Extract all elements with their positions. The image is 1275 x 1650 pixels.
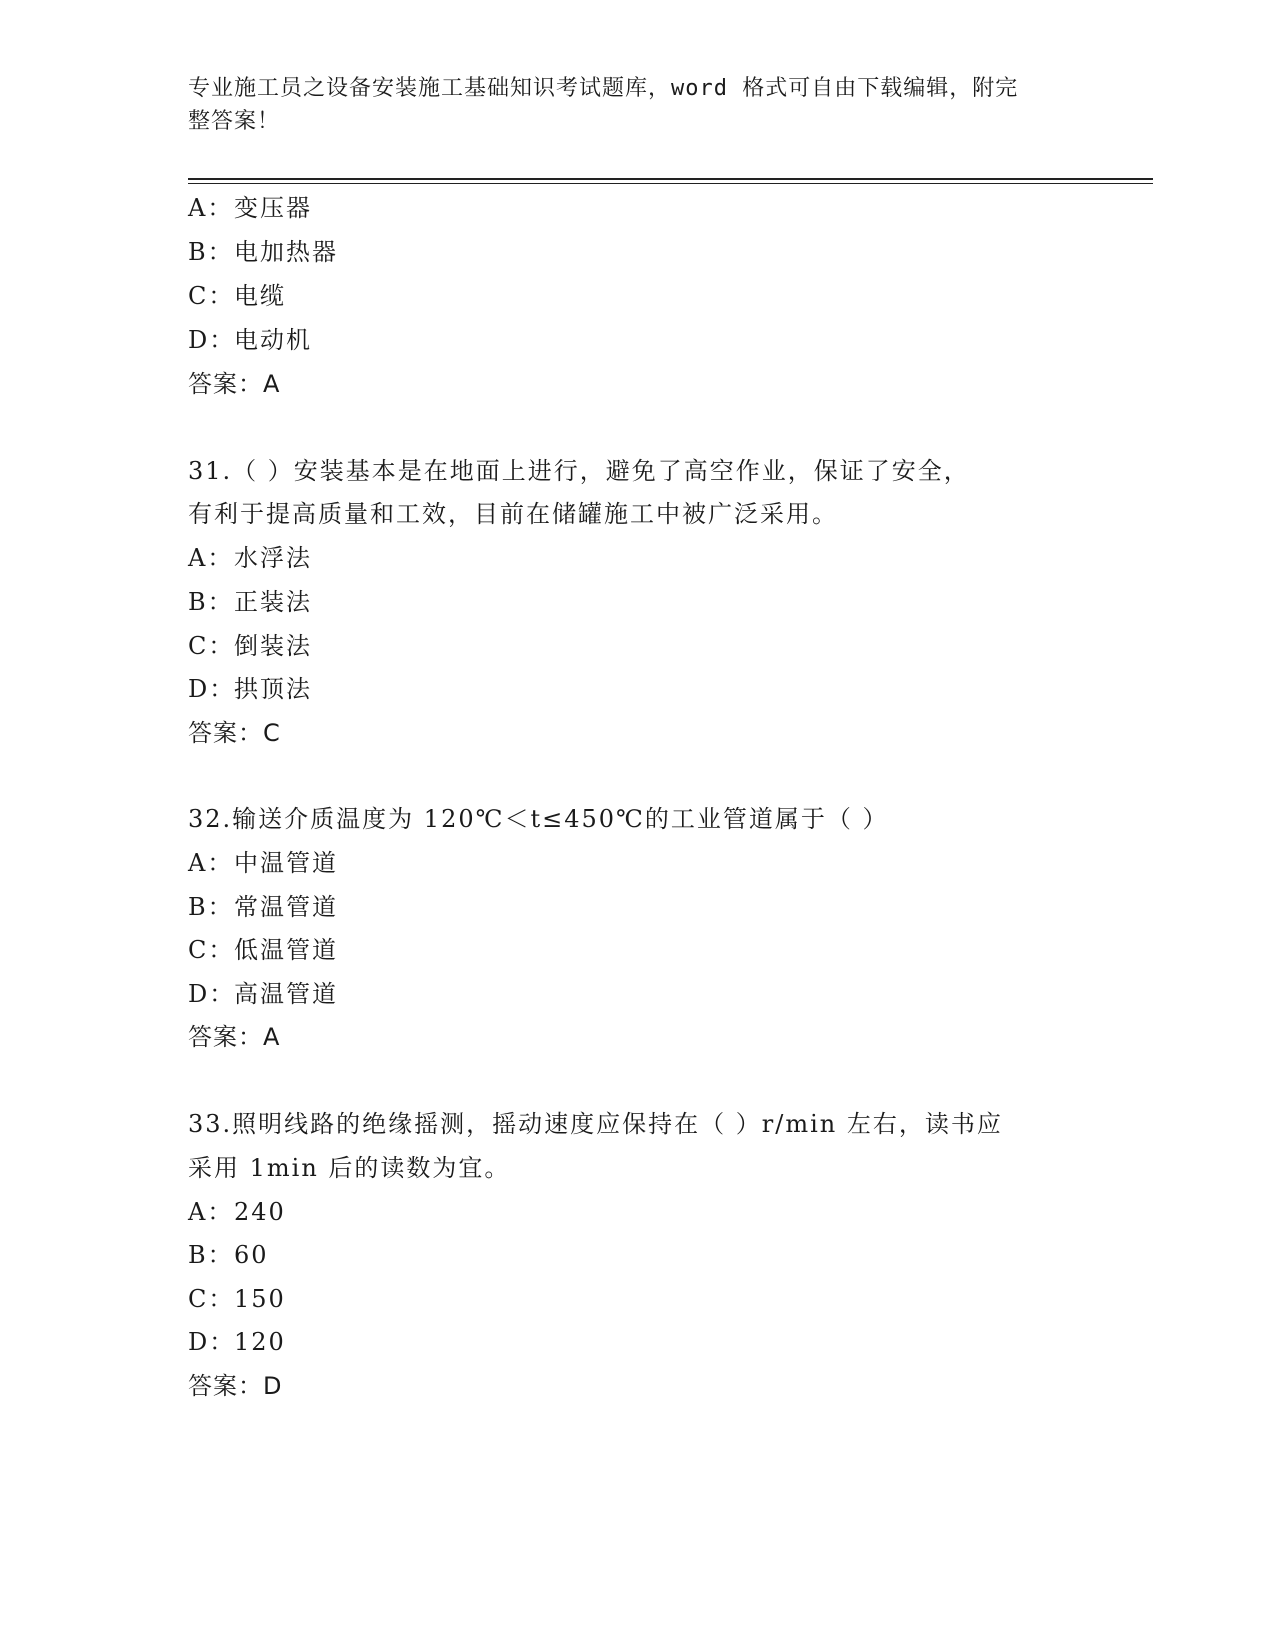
q30-answer: 答案：A: [188, 370, 281, 398]
q30-option-c: C：电缆: [188, 282, 286, 310]
q33-stem-line-1: 33.照明线路的绝缘摇测，摇动速度应保持在（ ）r/min 左右，读书应: [188, 1110, 1003, 1138]
q33-option-c: C：150: [188, 1285, 286, 1313]
q30-option-d: D：电动机: [188, 326, 312, 354]
q32-answer: 答案：A: [188, 1023, 281, 1051]
q30-option-a: A：变压器: [188, 194, 312, 222]
q33-option-d: D：120: [188, 1328, 286, 1356]
q31-stem-line-2: 有利于提高质量和工效，目前在储罐施工中被广泛采用。: [188, 500, 838, 528]
q31-stem-line-1: 31.（ ）安装基本是在地面上进行，避免了高空作业，保证了安全，: [188, 457, 970, 485]
q33-stem-line-2: 采用 1min 后的读数为宜。: [188, 1154, 511, 1182]
header-divider-thick: [188, 178, 1153, 180]
header-line-2: 整答案！: [188, 109, 281, 134]
q32-option-c: C：低温管道: [188, 936, 338, 964]
q31-option-d: D：拱顶法: [188, 675, 312, 703]
q33-option-b: B：60: [188, 1241, 269, 1269]
q32-option-a: A：中温管道: [188, 849, 338, 877]
q33-option-a: A：240: [188, 1198, 286, 1226]
q32-option-b: B：常温管道: [188, 893, 338, 921]
q31-option-c: C：倒装法: [188, 632, 312, 660]
q31-option-b: B：正装法: [188, 588, 312, 616]
header-line-1: 专业施工员之设备安装施工基础知识考试题库，word 格式可自由下载编辑，附完: [188, 76, 1019, 101]
document-header: [188, 72, 1068, 138]
header-divider-thin: [188, 183, 1153, 184]
q31-option-a: A：水浮法: [188, 544, 312, 572]
q30-option-b: B：电加热器: [188, 238, 338, 266]
q33-answer: 答案：D: [188, 1372, 283, 1400]
q32-stem-line-1: 32.输送介质温度为 120℃＜t≤450℃的工业管道属于（ ）: [188, 805, 889, 833]
q31-answer: 答案：C: [188, 719, 281, 747]
q32-option-d: D：高温管道: [188, 980, 338, 1008]
